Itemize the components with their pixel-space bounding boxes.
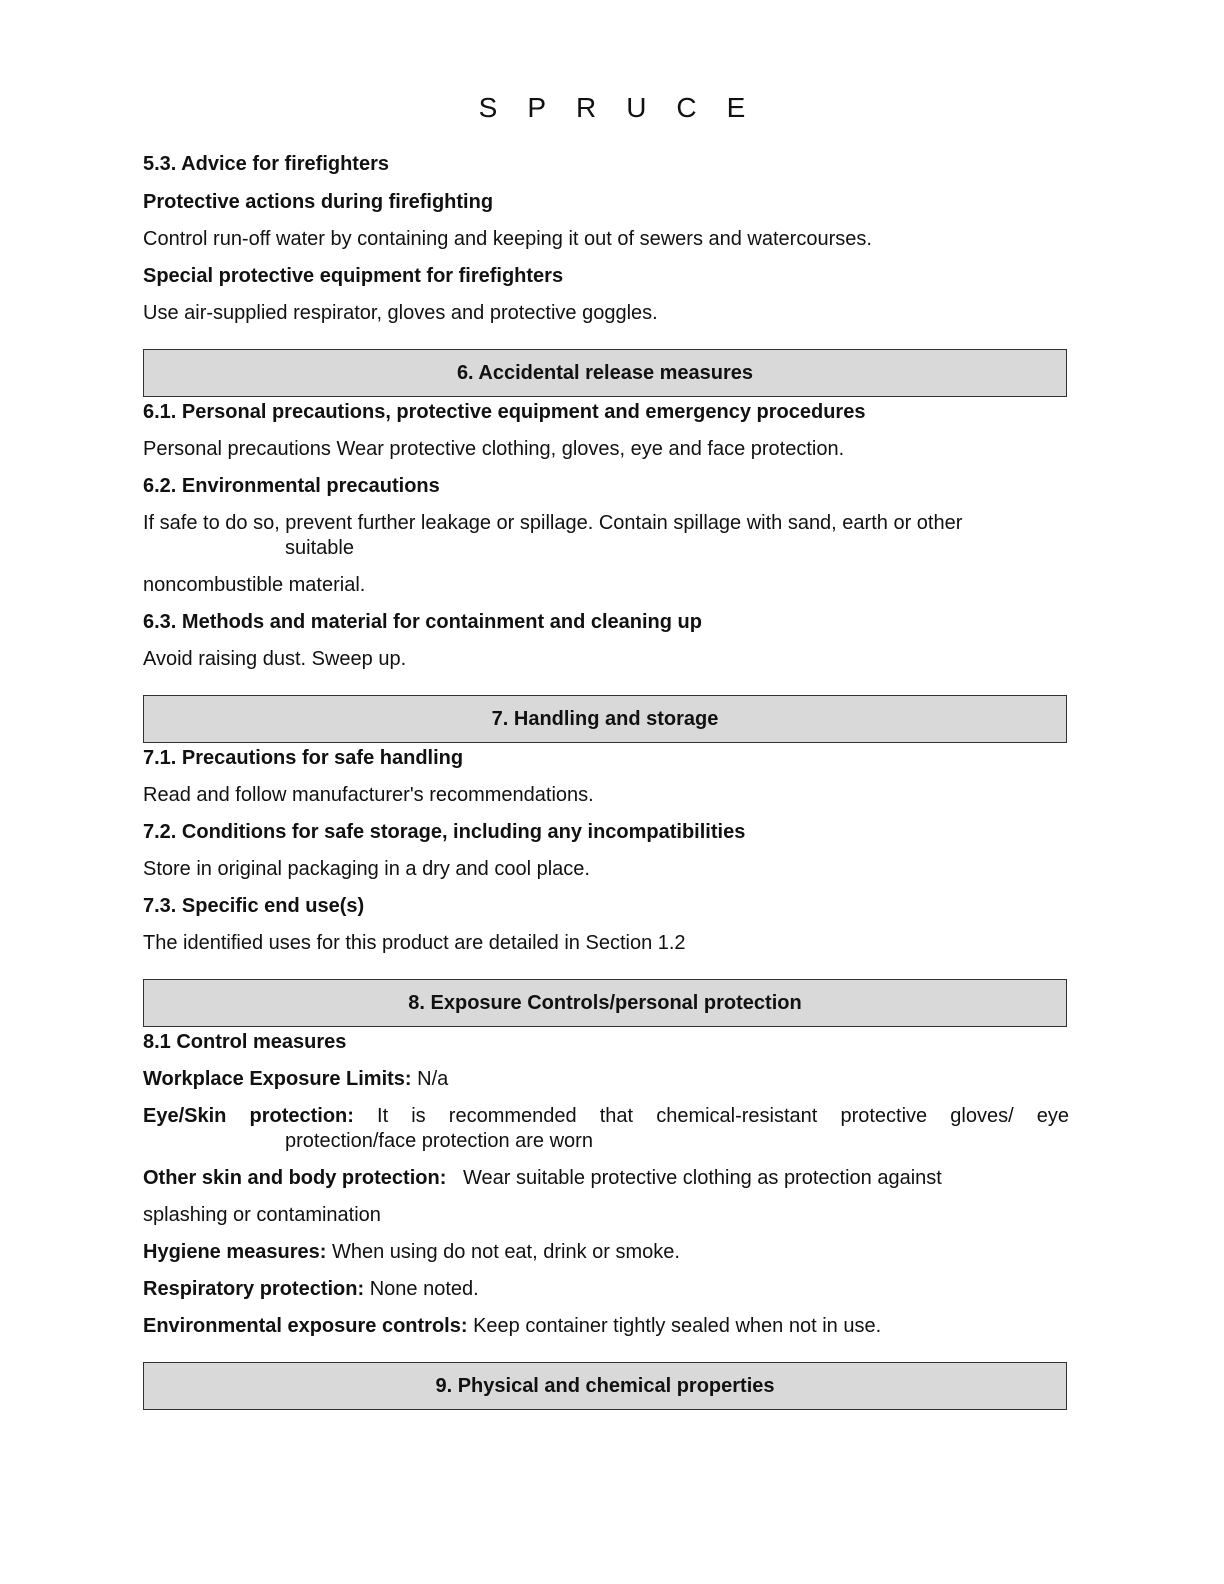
- subheading: 6.3. Methods and material for containment and cleaning up: [143, 611, 702, 633]
- subheading: 8.1 Control measures: [143, 1031, 347, 1053]
- paragraph: noncombustible material.: [143, 574, 366, 596]
- section-header-6: 6. Accidental release measures: [143, 349, 1067, 397]
- field-workplace-limits: [143, 1068, 448, 1091]
- section-header-8: 8. Exposure Controls/personal protection: [143, 979, 1067, 1027]
- field-other-skin: [143, 1167, 942, 1190]
- field-label: Hygiene measures:: [143, 1241, 327, 1263]
- paragraph: suitable: [285, 537, 354, 559]
- paragraph: Control run-off water by containing and keeping it out of sewers and watercourses.: [143, 228, 872, 250]
- subheading: 6.1. Personal precautions, protective equipment and emergency procedures: [143, 401, 866, 423]
- paragraph: The identified uses for this product are detailed in Section 1.2: [143, 932, 686, 954]
- paragraph: Use air-supplied respirator, gloves and protective goggles.: [143, 302, 658, 324]
- field-label: Environmental exposure controls:: [143, 1315, 468, 1337]
- field-value: N/a: [411, 1068, 449, 1090]
- field-respiratory: [143, 1278, 479, 1301]
- field-value: None noted.: [364, 1278, 479, 1300]
- paragraph: Personal precautions Wear protective clothing, gloves, eye and face protection.: [143, 438, 845, 460]
- field-label: Other skin and body protection:: [143, 1167, 447, 1189]
- subheading: 6.2. Environmental precautions: [143, 475, 440, 497]
- field-eye-skin: [143, 1105, 1069, 1128]
- field-environmental: [143, 1315, 881, 1338]
- field-value: When using do not eat, drink or smoke.: [326, 1241, 680, 1263]
- field-value-cont: protection/face protection are worn: [285, 1130, 593, 1152]
- field-hygiene: [143, 1241, 680, 1264]
- paragraph: Store in original packaging in a dry and cool place.: [143, 858, 590, 880]
- field-value: Keep container tightly sealed when not in use.: [467, 1315, 882, 1337]
- subheading: Protective actions during firefighting: [143, 191, 494, 213]
- field-value: Wear suitable protective clothing as protection against: [446, 1167, 942, 1189]
- field-value-cont: splashing or contamination: [143, 1204, 381, 1226]
- subheading: Special protective equipment for firefighters: [143, 265, 564, 287]
- field-value: It is recommended that chemical-resistant protective gloves/ eye: [353, 1105, 1069, 1127]
- paragraph: Avoid raising dust. Sweep up.: [143, 648, 407, 670]
- field-label: Workplace Exposure Limits:: [143, 1068, 412, 1090]
- subheading: 7.3. Specific end use(s): [143, 895, 365, 917]
- field-label: Eye/Skin protection:: [143, 1105, 354, 1127]
- section-heading: 5.3. Advice for firefighters: [143, 153, 389, 175]
- paragraph: If safe to do so, prevent further leakage or spillage. Contain spillage with sand, earth or other: [143, 512, 963, 534]
- field-label: Respiratory protection:: [143, 1278, 365, 1300]
- brand-logo: SPRUCE: [478, 92, 776, 123]
- subheading: 7.2. Conditions for safe storage, including any incompatibilities: [143, 821, 746, 843]
- section-header-7: 7. Handling and storage: [143, 695, 1067, 743]
- subheading: 7.1. Precautions for safe handling: [143, 747, 464, 769]
- paragraph: Read and follow manufacturer's recommendations.: [143, 784, 594, 806]
- section-header-9: 9. Physical and chemical properties: [143, 1362, 1067, 1410]
